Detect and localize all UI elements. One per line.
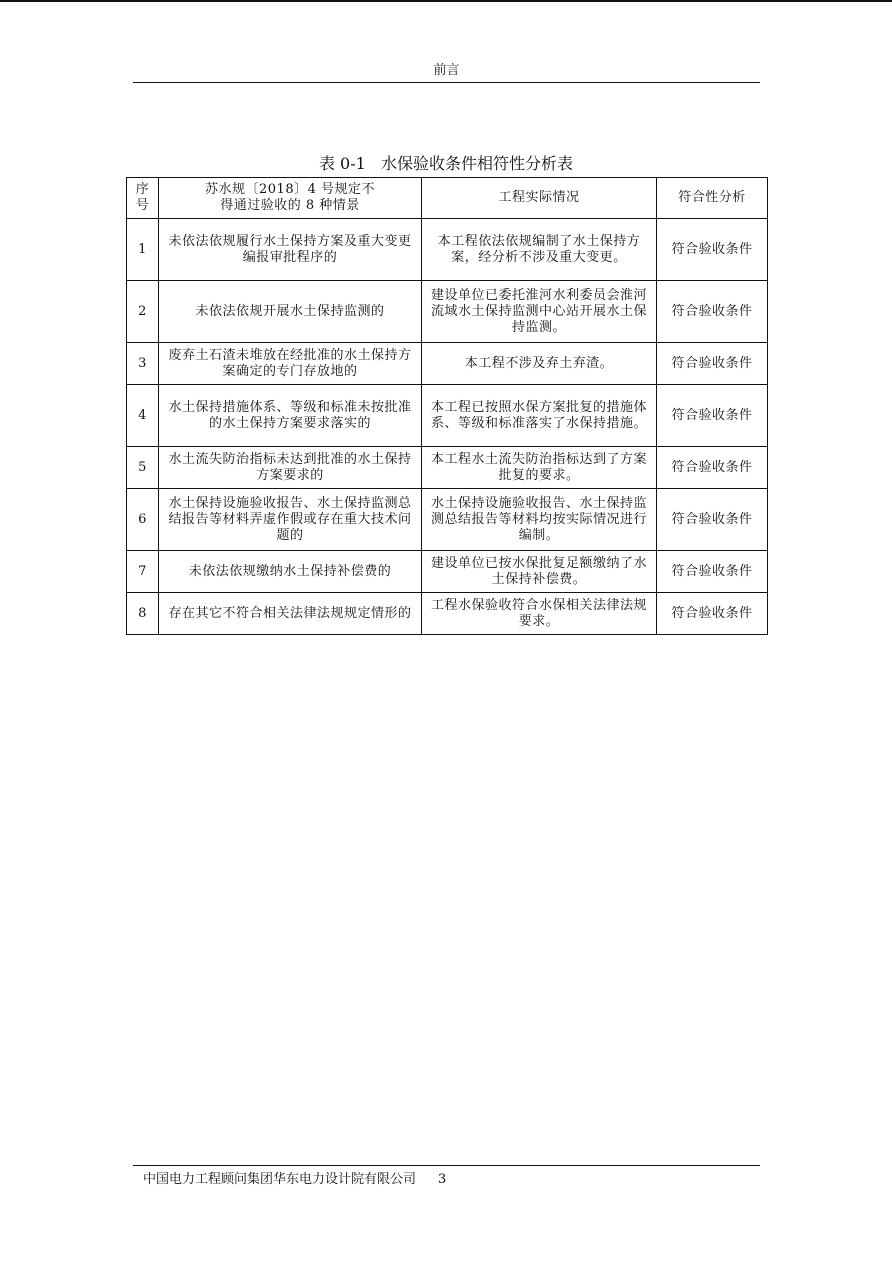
table-row [127,593,768,635]
table-row [127,281,768,343]
actual-cell: 工程水保验收符合水保相关法律法规要求。 [422,593,657,635]
situation-cell: 未依法依规履行水土保持方案及重大变更编报审批程序的 [159,219,422,281]
actual-cell: 本工程已按照水保方案批复的措施体系、等级和标准落实了水保持措施。 [422,385,657,447]
page-number: 3 [438,1172,447,1187]
situation-cell: 存在其它不符合相关法律法规规定情形的 [159,593,422,635]
situation-cell: 水土保持设施验收报告、水土保持监测总结报告等材料弄虚作假或存在重大技术问题的 [159,489,422,551]
table-row [127,489,768,551]
header-analysis: 符合性分析 [657,178,768,219]
table-row [127,551,768,593]
analysis-cell: 符合验收条件 [657,447,768,489]
actual-cell: 建设单位已委托淮河水利委员会淮河流域水土保持监测中心站开展水土保持监测。 [422,281,657,343]
analysis-cell: 符合验收条件 [657,385,768,447]
analysis-cell: 符合验收条件 [657,593,768,635]
header-rule [133,82,760,83]
compliance-table [126,177,768,635]
actual-cell: 水土保持设施验收报告、水土保持监测总结报告等材料均按实际情况进行编制。 [422,489,657,551]
row-number: 2 [127,281,159,343]
actual-cell: 本工程水土流失防治指标达到了方案批复的要求。 [422,447,657,489]
header-actual: 工程实际情况 [422,178,657,219]
situation-cell: 未依法依规缴纳水土保持补偿费的 [159,551,422,593]
actual-cell: 建设单位已按水保批复足额缴纳了水土保持补偿费。 [422,551,657,593]
row-number: 7 [127,551,159,593]
table-header-row [127,178,768,219]
row-number: 3 [127,343,159,385]
actual-cell: 本工程依法依规编制了水土保持方案，经分析不涉及重大变更。 [422,219,657,281]
header-no: 序号 [127,178,159,219]
table-row [127,219,768,281]
table-row [127,343,768,385]
analysis-cell: 符合验收条件 [657,551,768,593]
row-number: 4 [127,385,159,447]
row-number: 5 [127,447,159,489]
row-number: 1 [127,219,159,281]
analysis-cell: 符合验收条件 [657,343,768,385]
situation-cell: 未依法依规开展水土保持监测的 [159,281,422,343]
page-footer [143,1171,446,1189]
table-caption: 表 0-1 水保验收条件相符性分析表 [318,154,574,173]
running-header: 前言 [433,63,460,78]
situation-cell: 废弃土石渣未堆放在经批准的水土保持方案确定的专门存放地的 [159,343,422,385]
header-situation: 苏水规〔2018〕4 号规定不得通过验收的 8 种情景 [159,178,422,219]
analysis-cell: 符合验收条件 [657,281,768,343]
footer-rule [133,1165,760,1166]
top-border-line [0,0,892,2]
analysis-cell: 符合验收条件 [657,219,768,281]
table-row [127,385,768,447]
situation-cell: 水土保持措施体系、等级和标准未按批准的水土保持方案要求落实的 [159,385,422,447]
row-number: 8 [127,593,159,635]
situation-cell: 水土流失防治指标未达到批准的水土保持方案要求的 [159,447,422,489]
footer-company: 中国电力工程顾问集团华东电力设计院有限公司 [143,1172,417,1187]
analysis-cell: 符合验收条件 [657,489,768,551]
actual-cell: 本工程不涉及弃土弃渣。 [422,343,657,385]
row-number: 6 [127,489,159,551]
table-row [127,447,768,489]
